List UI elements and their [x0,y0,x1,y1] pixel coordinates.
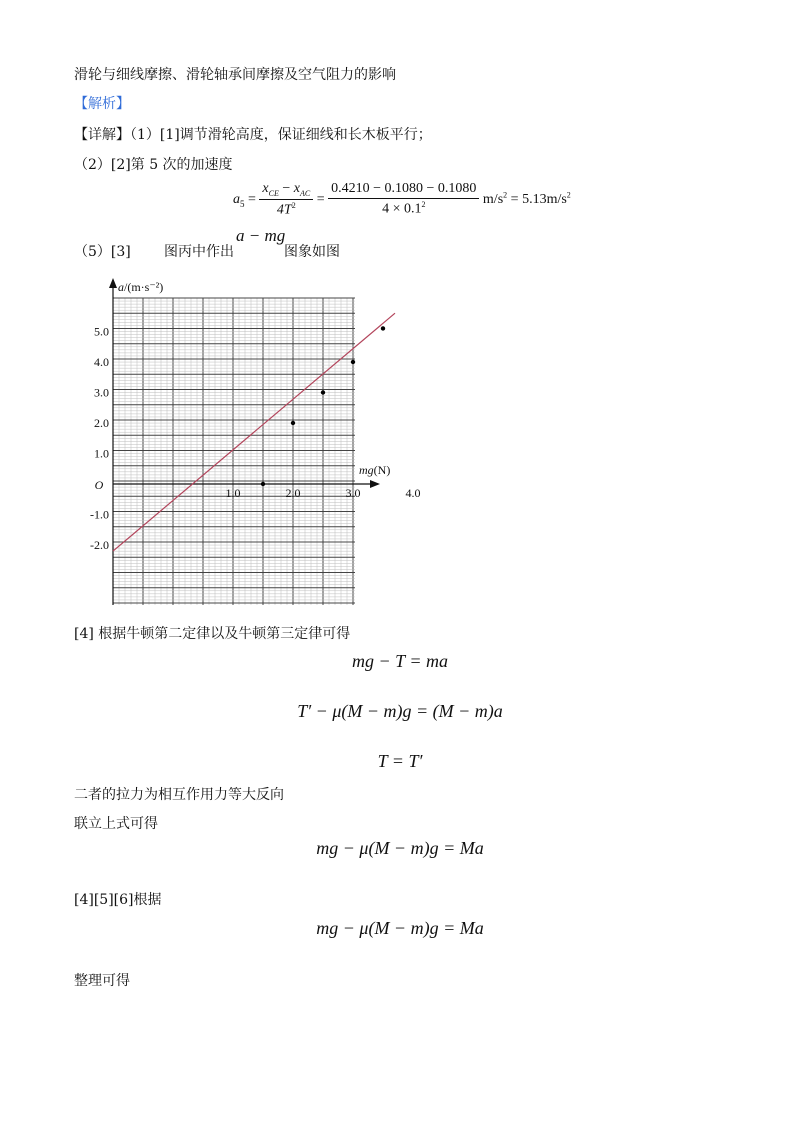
equation-5: mg − μ(M − m)g = Ma [316,918,484,938]
a5-lhs: $a_5$ [233,191,245,209]
item4-line: [4] 根据牛顿第二定律以及牛顿第三定律可得 [74,626,351,642]
equation-1: mg − T = ma [352,651,448,671]
x-tick-label: 4.0 [405,486,421,500]
data-point [351,360,355,364]
intro-line: 滑轮与细线摩擦、滑轮轴承间摩擦及空气阻力的影响 [74,67,396,83]
part5-text-b: 图象如图 [284,244,340,260]
y-tick-label: -2.0 [90,538,109,552]
origin-label: O [94,478,104,492]
chart-grid [113,298,355,605]
analysis-heading: 【解析】 [74,96,130,112]
equation-4: mg − μ(M − m)g = Ma [316,838,484,858]
equal-opposite-line: 二者的拉力为相互作用力等大反向 [74,787,284,803]
y-tick-label: 3.0 [94,385,109,400]
detail-body: （1）[1]调节滑轮高度，保证细线和长木板平行； [130,127,432,143]
item456-line: [4][5][6]根据 [74,892,162,908]
y-tick-label: 5.0 [94,324,109,339]
a5-numeric-fraction: $\frac{0.4210 - 0.1080 - 0.1080}{4 \times 0.1^2}$ [328,181,479,218]
data-point [291,421,295,425]
y-axis-arrow [109,278,117,288]
a-mg-chart [60,270,421,615]
data-point [321,390,325,394]
equation-2: T′ − μ(M − m)g = (M − m)a [297,701,503,721]
x-tick-label: 2.0 [285,486,301,500]
a5-result: 5.13m/s [522,191,567,207]
x-tick-label: 1.0 [225,486,241,500]
detail-line [74,126,432,144]
data-point [381,326,385,330]
x-tick-label: 3.0 [345,486,361,500]
a5-formula: $a_5$ = $\frac{x_{CE} - x_{AC}}{4T^2}$ = $\frac{0.4210 - 0.1080 - 0.1080}{4 \times 0.1^2}$ $m/s^2 = 5.13m/s^2$ [233,181,571,218]
part2-line: （2）[2]第 5 次的加速度 [74,157,233,173]
x-axis-label: mg(N) [359,463,391,477]
y-tick-label: 2.0 [94,416,109,430]
part5-math: a − mg [236,226,286,245]
rearrange-line: 整理可得 [74,973,130,989]
y-tick-label: 4.0 [94,355,109,369]
detail-heading: 【详解】 [74,127,130,143]
equation-3: T = T′ [377,751,423,771]
y-tick-label: -1.0 [90,507,109,522]
a5-symbolic-fraction: $\frac{x_{CE} - x_{AC}}{4T^2}$ [259,181,313,218]
data-point [261,482,265,486]
combine-line: 联立上式可得 [74,816,158,832]
part5-text-a: 图丙中作出 [164,244,234,260]
part5-label: （5）[3] [74,244,131,260]
y-tick-label: 1.0 [94,446,109,461]
x-axis-arrow [370,480,380,488]
y-axis-label: a/(m·s⁻²) [118,280,164,294]
